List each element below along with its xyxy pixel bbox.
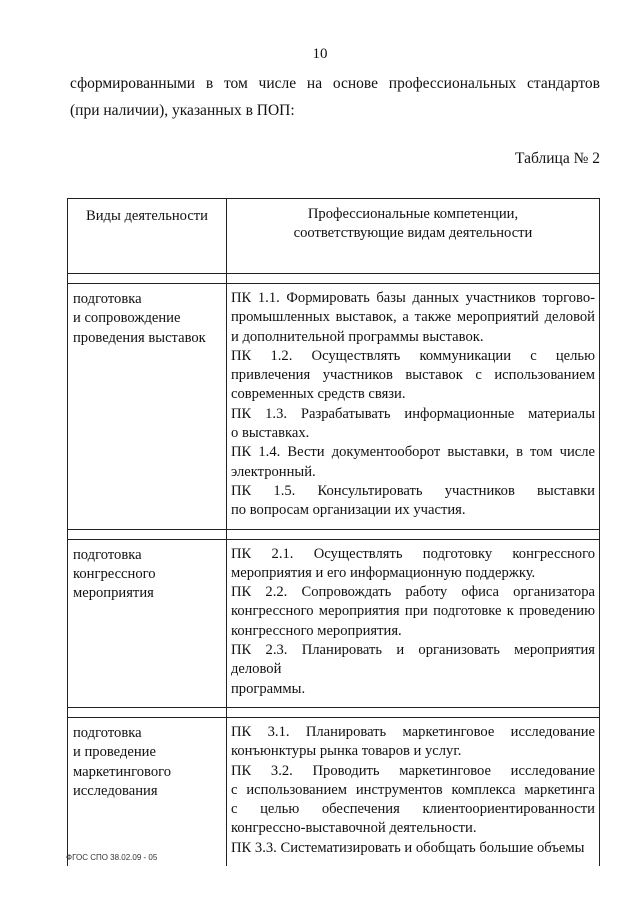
page-footer: ФГОС СПО 38.02.09 - 05 <box>66 853 158 862</box>
competency-line: по вопросам организации их участия. <box>231 502 466 519</box>
competency-item <box>231 545 595 584</box>
competency-line: конгрессного мероприятия при подготовке к проведению <box>231 603 595 620</box>
page-number: 10 <box>312 46 328 62</box>
spacer-cell <box>68 707 227 717</box>
competencies-cell <box>227 539 600 707</box>
competency-item <box>231 641 595 699</box>
competency-line: конгрессного мероприятия. <box>231 622 402 639</box>
competency-item <box>231 839 595 858</box>
activity-cell <box>68 539 227 707</box>
competency-line: ПК 2.1. Осуществлять подготовку конгрессного <box>231 545 595 562</box>
competency-line: привлечения участников выставок с использованием <box>231 367 595 384</box>
competency-line: с целью обеспечения клиентоориентированности <box>231 801 595 818</box>
table-row-spacer <box>68 707 600 717</box>
competency-line: программы. <box>231 680 306 697</box>
competency-line: ПК 1.4. Вести документооборот выставки, в том числе <box>231 444 595 461</box>
spacer-cell <box>68 529 227 539</box>
table-row-spacer <box>68 529 600 539</box>
table-row-spacer <box>68 274 600 284</box>
spacer-cell <box>68 274 227 284</box>
competency-line: конгрессно-выставочной деятельности. <box>231 820 477 837</box>
activity-line: маркетингового <box>73 763 172 780</box>
header-activity: Виды деятельности <box>68 199 227 274</box>
intro-text-line-2: (при наличии), указанных в ПОП: <box>70 102 295 119</box>
competency-line: ПК 3.1. Планировать маркетинговое исследование <box>231 723 595 740</box>
header-competencies-line-1: Профессиональные компетенции, <box>307 206 519 222</box>
competency-line: с использованием инструментов комплекса маркетинга <box>231 781 595 798</box>
competency-line: ПК 2.3. Планировать и организовать мероприятия деловой <box>231 642 595 678</box>
competency-item <box>231 405 595 444</box>
competency-item <box>231 482 595 521</box>
competency-line: ПК 1.3. Разрабатывать информационные материалы <box>231 405 595 422</box>
competency-item <box>231 347 595 405</box>
header-competencies <box>227 199 600 274</box>
spacer-cell <box>227 529 600 539</box>
competencies-cell <box>227 717 600 866</box>
competencies-table <box>67 198 600 866</box>
table-row <box>68 284 600 530</box>
competency-line: мероприятия и его информационную поддержку. <box>231 564 536 581</box>
activity-line: проведения выставок <box>73 329 206 346</box>
competency-line: ПК 3.3. Систематизировать и обобщать большие объемы <box>231 839 585 856</box>
competency-line: ПК 3.2. Проводить маркетинговое исследование <box>231 762 595 779</box>
table-header-row <box>68 199 600 274</box>
activity-line: и проведение <box>73 744 156 761</box>
competency-item <box>231 762 595 839</box>
activity-line: исследования <box>73 782 158 799</box>
competency-line: промышленных выставок, а также мероприятий деловой <box>231 309 595 326</box>
competency-line: ПК 1.2. Осуществлять коммуникации с целью <box>231 347 595 364</box>
competency-line: о выставках. <box>231 425 310 442</box>
competency-line: электронный. <box>231 463 316 480</box>
competency-line: ПК 1.5. Консультировать участников выставки <box>231 482 595 499</box>
activity-line: мероприятия <box>73 585 154 602</box>
table-body <box>68 274 600 867</box>
activity-line: подготовка <box>73 546 142 563</box>
competency-item <box>231 443 595 482</box>
spacer-cell <box>227 274 600 284</box>
competency-line: ПК 1.1. Формировать базы данных участников торгово- <box>231 290 595 306</box>
competency-line: современных средств связи. <box>231 386 406 403</box>
activity-line: подготовка <box>73 291 142 307</box>
activity-line: подготовка <box>73 724 142 741</box>
activity-cell <box>68 284 227 530</box>
competency-item <box>231 723 595 762</box>
table-row <box>68 717 600 866</box>
spacer-cell <box>227 707 600 717</box>
table-caption: Таблица № 2 <box>515 150 600 167</box>
header-competencies-line-2: соответствующие видам деятельности <box>293 225 533 242</box>
competency-item <box>231 289 595 347</box>
activity-cell <box>68 717 227 866</box>
competency-line: и дополнительной программы выставок. <box>231 328 484 345</box>
activity-line: конгрессного <box>73 565 156 582</box>
competency-line: конъюнктуры рынка товаров и услуг. <box>231 743 462 760</box>
table-row <box>68 539 600 707</box>
activity-line: и сопровождение <box>73 310 181 327</box>
competency-item <box>231 583 595 641</box>
competency-line: ПК 2.2. Сопровождать работу офиса организатора <box>231 584 595 601</box>
competencies-cell <box>227 284 600 530</box>
intro-text-line-1: сформированными в том числе на основе профессиональных стандартов <box>70 75 600 92</box>
